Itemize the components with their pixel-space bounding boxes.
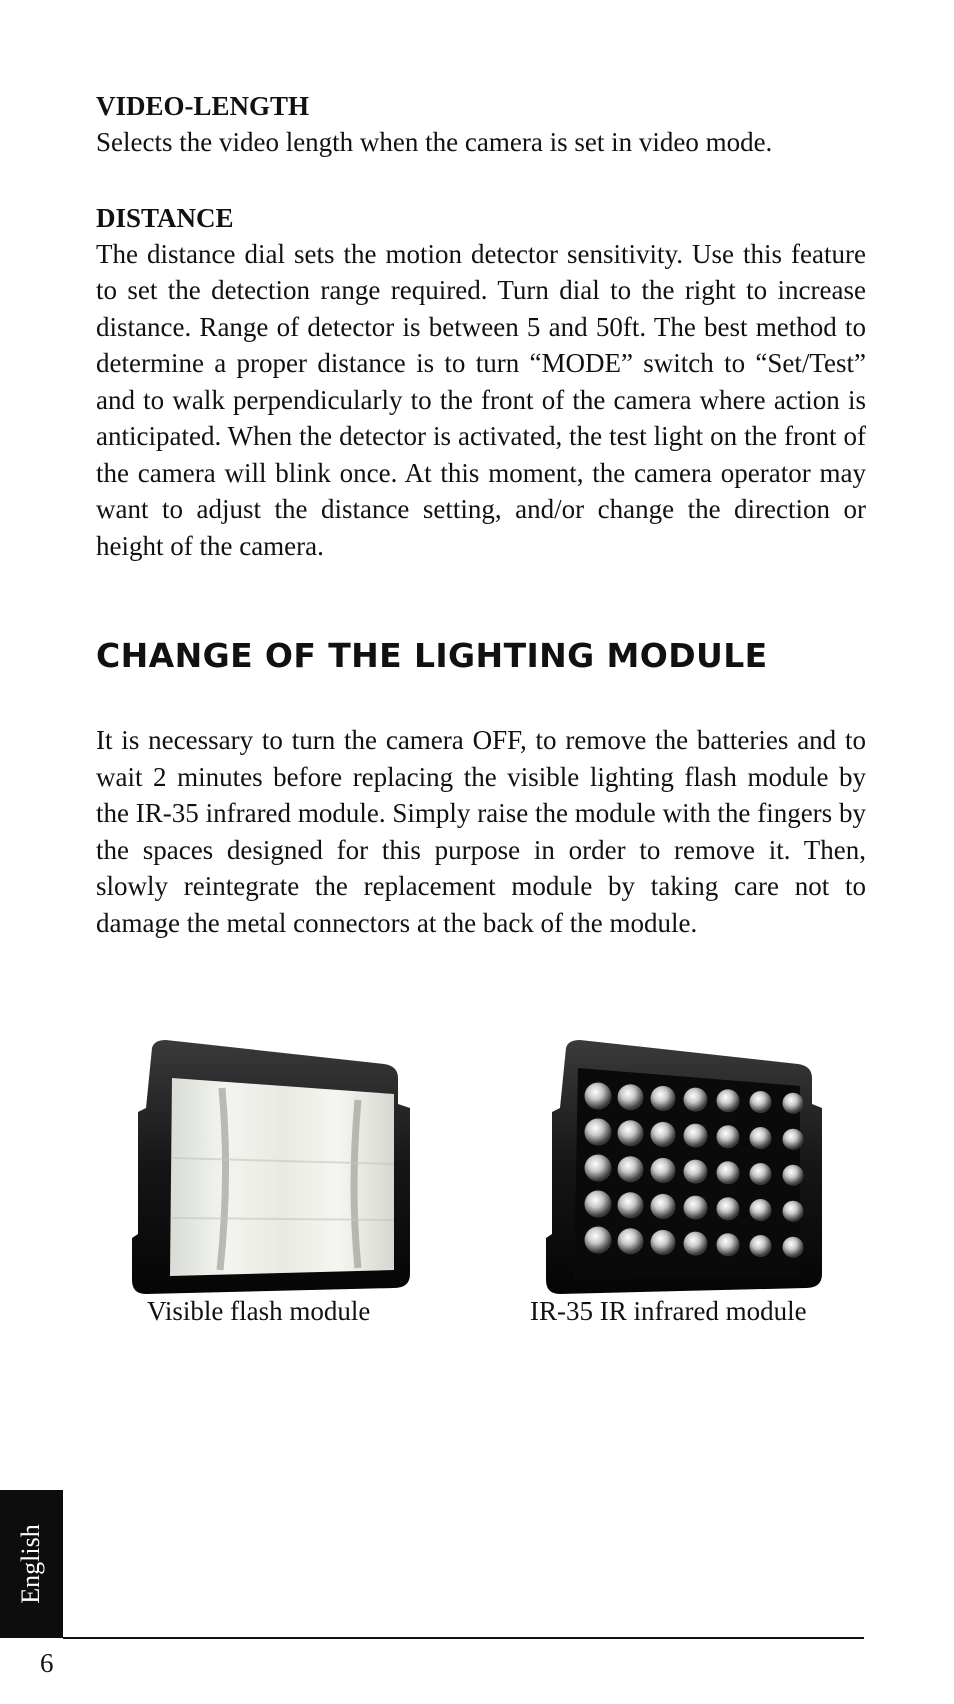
distance-text: The distance dial sets the motion detector sensitivity. Use this feature to set the detection range required. Turn dial to the right to increase distance. Range of detector is between 5 and 50ft. The best method to determine a proper distance is to turn “MODE” switch to “Set/Test” and to walk perpendicularly to the front of the camera where action is anticipated. When the detector is activated, the test light on the front of the camera will blink once. At this moment, the camera operator may want to adjust the distance setting, and/or change the direction or height of the camera. [96,238,866,561]
ir-led [651,1194,676,1219]
ir-led [618,1156,644,1182]
ir-infrared-module-image [538,1038,828,1298]
ir-led [783,1093,804,1114]
ir-led [750,1199,772,1221]
ir-led [618,1084,644,1110]
ir-led [783,1165,804,1186]
ir-led [684,1232,708,1256]
ir-module-caption: IR-35 IR infrared module [530,1296,807,1326]
ir-led [750,1163,772,1185]
visible-flash-caption: Visible flash module [147,1296,371,1326]
ir-led [684,1160,708,1184]
ir-led [684,1124,708,1148]
page-content [96,88,866,941]
ir-led [717,1125,740,1148]
distance-section [96,200,866,565]
ir-led [783,1201,804,1222]
ir-led [783,1129,804,1150]
video-length-text: Selects the video length when the camera is set in video mode. [96,127,773,157]
ir-led [684,1088,708,1112]
ir-led [651,1230,676,1255]
ir-led [717,1089,740,1112]
footer-rule [63,1637,864,1639]
ir-led [651,1086,676,1111]
ir-led [684,1196,708,1220]
lighting-module-title: CHANGE OF THE LIGHTING MODULE [96,636,768,675]
ir-led [750,1127,772,1149]
video-length-section [96,88,866,161]
ir-led [618,1192,644,1218]
ir-led [717,1161,740,1184]
ir-led [585,1083,612,1110]
ir-led [717,1197,740,1220]
module-figures [0,1038,954,1358]
ir-led [585,1227,612,1254]
visible-flash-module-image [126,1038,416,1298]
language-label: English [16,1524,45,1604]
ir-led [783,1237,804,1258]
ir-led [585,1155,612,1182]
ir-led [651,1158,676,1183]
ir-led [618,1120,644,1146]
lighting-module-text: It is necessary to turn the camera OFF, to remove the batteries and to wait 2 minutes before replacing the visible lighting flash module by the IR-35 infrared module. Simply raise the module with the fingers by the spaces designed for this purpose in order to remove it. Then, slowly reintegrate the replacement module by taking care not to damage the metal connectors at the back of the module. [96,725,866,938]
language-tab [0,1490,63,1638]
ir-led [585,1191,612,1218]
distance-heading: DISTANCE [96,202,234,233]
ir-led [585,1119,612,1146]
video-length-heading: VIDEO-LENGTH [96,91,310,121]
ir-led [750,1091,772,1113]
ir-led [717,1233,740,1256]
ir-led [618,1228,644,1254]
ir-led [750,1235,772,1257]
page-number: 6 [40,1648,54,1678]
ir-led [651,1122,676,1147]
